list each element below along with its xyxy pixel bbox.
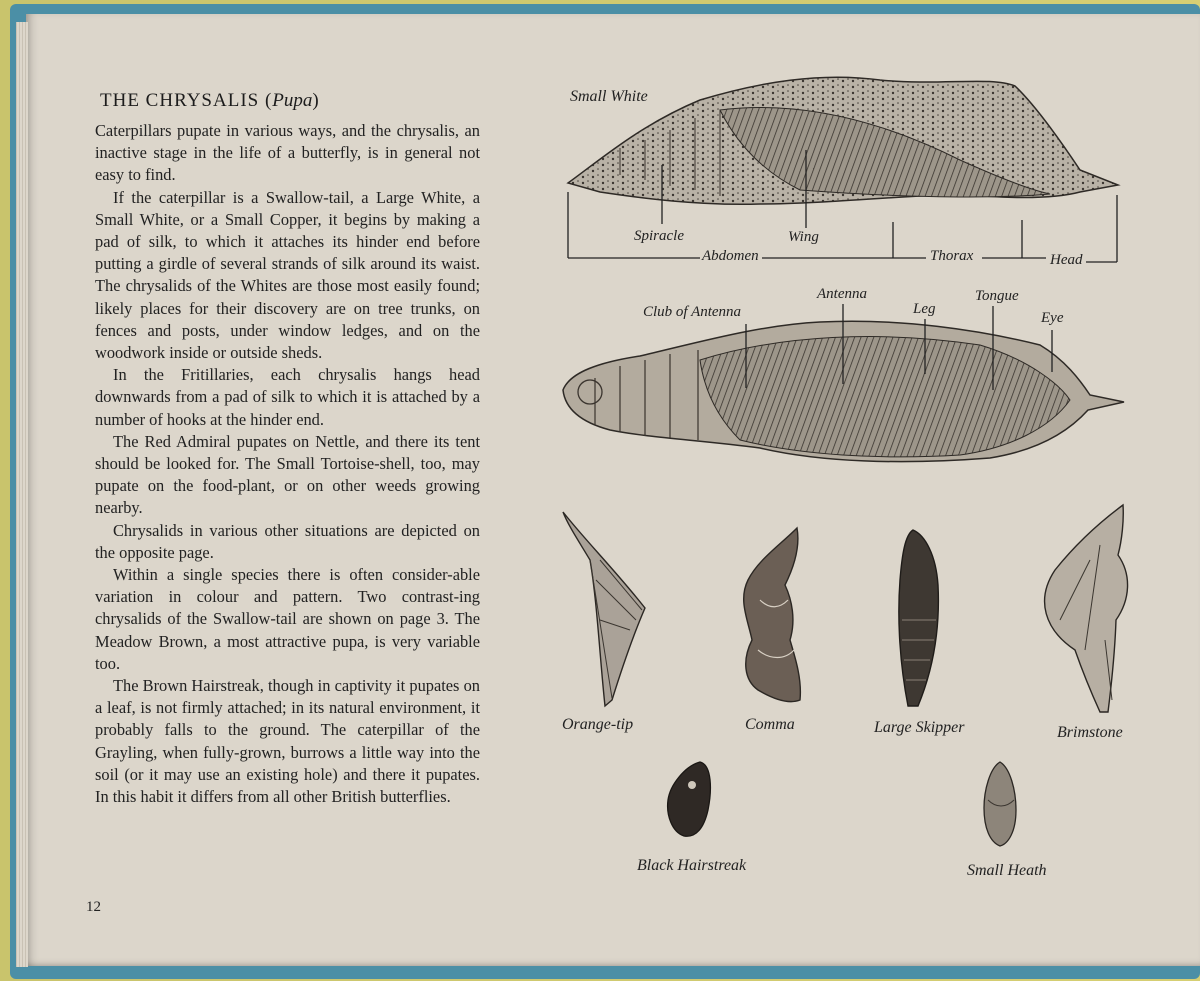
brimstone-illustration	[1045, 505, 1128, 712]
paragraph-1: Caterpillars pupate in various ways, and the chrysalis, an inactive stage in the life of a butterfly, is in general not easy to find.	[95, 121, 480, 185]
label-head: Head	[1050, 252, 1083, 268]
label-eye: Eye	[1041, 310, 1064, 326]
comma-illustration	[744, 528, 801, 702]
paragraph-6: Within a single species there is often consider-able variation in colour and pattern. Two contrast-ing chrysalids of the Swallow-tail are shown on page 3. The Meadow Brown, a most attractive pupa, is very variable too.	[95, 565, 480, 673]
label-spiracle: Spiracle	[634, 228, 684, 244]
label-wing: Wing	[788, 229, 819, 245]
label-thorax: Thorax	[930, 248, 974, 264]
paragraph-5: Chrysalids in various other situations are depicted on the opposite page.	[95, 520, 480, 562]
page-number: 12	[86, 899, 101, 915]
label-comma: Comma	[745, 716, 795, 733]
label-tongue: Tongue	[975, 288, 1019, 304]
label-club-of-antenna: Club of Antenna	[643, 304, 742, 320]
label-large-skipper: Large Skipper	[874, 719, 965, 736]
orange-tip-illustration	[563, 512, 645, 706]
black-hairstreak-illustration	[668, 762, 711, 836]
paragraph-2: If the caterpillar is a Swallow-tail, a Large White, a Small White, or a Small Copper, it begins by making a pad of silk, to which it attaches its hinder end before putting a girdle of several strands of silk around its waist. The chrysalids of the Whites are those most easily found; likely places for their discovery are on tree trunks, on fences and posts, under window ledges, and on the woodwork inside or outside sheds.	[95, 187, 480, 363]
small-white-side-illustration	[568, 77, 1118, 204]
side-view-title: Small White	[570, 88, 648, 105]
label-orange-tip: Orange-tip	[562, 716, 634, 733]
label-black-hairstreak: Black Hairstreak	[637, 857, 747, 874]
title-text: THE CHRYSALIS (	[100, 90, 273, 111]
small-heath-illustration	[984, 762, 1016, 846]
title-close: )	[312, 90, 320, 111]
paragraph-3: In the Fritillaries, each chrysalis hangs head downwards from a pad of silk to which it is attached by a number of hooks at the hinder end.	[95, 365, 480, 429]
label-abdomen: Abdomen	[702, 248, 759, 264]
label-brimstone: Brimstone	[1057, 724, 1123, 741]
label-antenna: Antenna	[817, 286, 867, 302]
paragraph-7: The Brown Hairstreak, though in captivity it pupates on a leaf, is not firmly attached; in its natural environment, it probably falls to the ground. The caterpillar of the Grayling, when fully-grown, burrows a little way into the soil (or it may use an existing hole) and there it pupates. In this habit it differs from all other British butterflies.	[95, 676, 480, 807]
paragraph-4: The Red Admiral pupates on Nettle, and there its tent should be looked for. The Small Tortoise-shell, too, may pupate on the food-plant, or on other weeds growing nearby.	[95, 431, 480, 518]
large-skipper-illustration	[899, 530, 939, 706]
label-small-heath: Small Heath	[967, 862, 1047, 879]
title-italic: Pupa	[272, 90, 313, 111]
label-leg: Leg	[913, 301, 936, 317]
